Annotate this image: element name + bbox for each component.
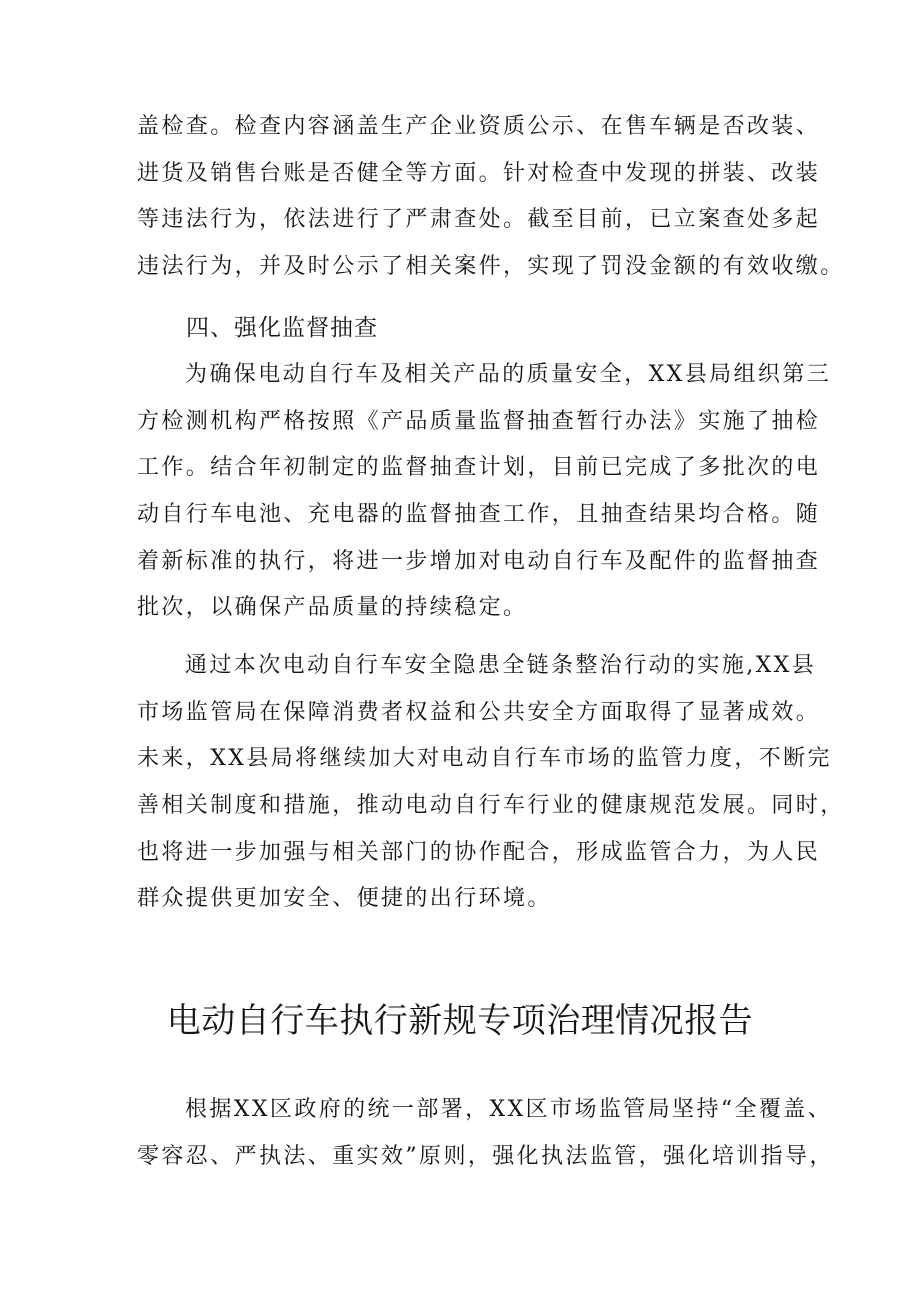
text-line: 为确保电动自行车及相关产品的质量安全，XX县局组织第三	[185, 362, 832, 387]
text-line: 通过本次电动自行车安全隐患全链条整治行动的实施,XX县	[185, 653, 817, 678]
text-line: 工作。结合年初制定的监督抽查计划，目前已完成了多批次的电	[137, 455, 821, 481]
text-line: 未来，XX县局将继续加大对电动自行车市场的监管力度，不断完	[137, 746, 832, 772]
text-line: 群众提供更加安全、便捷的出行环境。	[137, 886, 552, 912]
paragraph-conclusion	[137, 643, 845, 923]
text-line: 批次，以确保产品质量的持续稳定。	[137, 595, 528, 621]
text-line: 零容忍、严执法、重实效”原则，强化执法监管，强化培训指导，	[137, 1143, 834, 1169]
text-line: 市场监管局在保障消费者权益和公共安全方面取得了显著成效。	[137, 699, 821, 725]
text-line: 等违法行为，依法进行了严肃查处。截至目前，已立案查处多起	[137, 207, 821, 233]
text-line: 违法行为，并及时公示了相关案件，实现了罚没金额的有效收缴。	[137, 254, 845, 280]
text-line: 方检测机构严格按照《产品质量监督抽查暂行办法》实施了抽检	[137, 408, 821, 434]
paragraph-inspection-continued	[137, 104, 845, 291]
text-line: 根据XX区政府的统一部署，XX区市场监管局坚持“全覆盖、	[185, 1097, 833, 1122]
text-line: 着新标准的执行，将进一步增加对电动自行车及配件的监督抽查	[137, 548, 821, 574]
text-line: 动自行车电池、充电器的监督抽查工作，且抽查结果均合格。随	[137, 502, 821, 528]
text-line: 善相关制度和措施，推动电动自行车行业的健康规范发展。同时，	[137, 793, 845, 819]
paragraph-report-intro	[137, 1087, 834, 1180]
paragraph-supervision-spot-check	[137, 352, 832, 632]
report-title: 电动自行车执行新规专项治理情况报告	[166, 1001, 754, 1041]
text-line: 也将进一步加强与相关部门的协作配合，形成监管合力，为人民	[137, 839, 821, 865]
section-heading-supervision: 四、强化监督抽查	[186, 315, 378, 341]
text-line: 进货及销售台账是否健全等方面。针对检查中发现的拼装、改装	[137, 160, 821, 186]
text-line: 盖检查。检查内容涵盖生产企业资质公示、在售车辆是否改装、	[137, 114, 821, 139]
